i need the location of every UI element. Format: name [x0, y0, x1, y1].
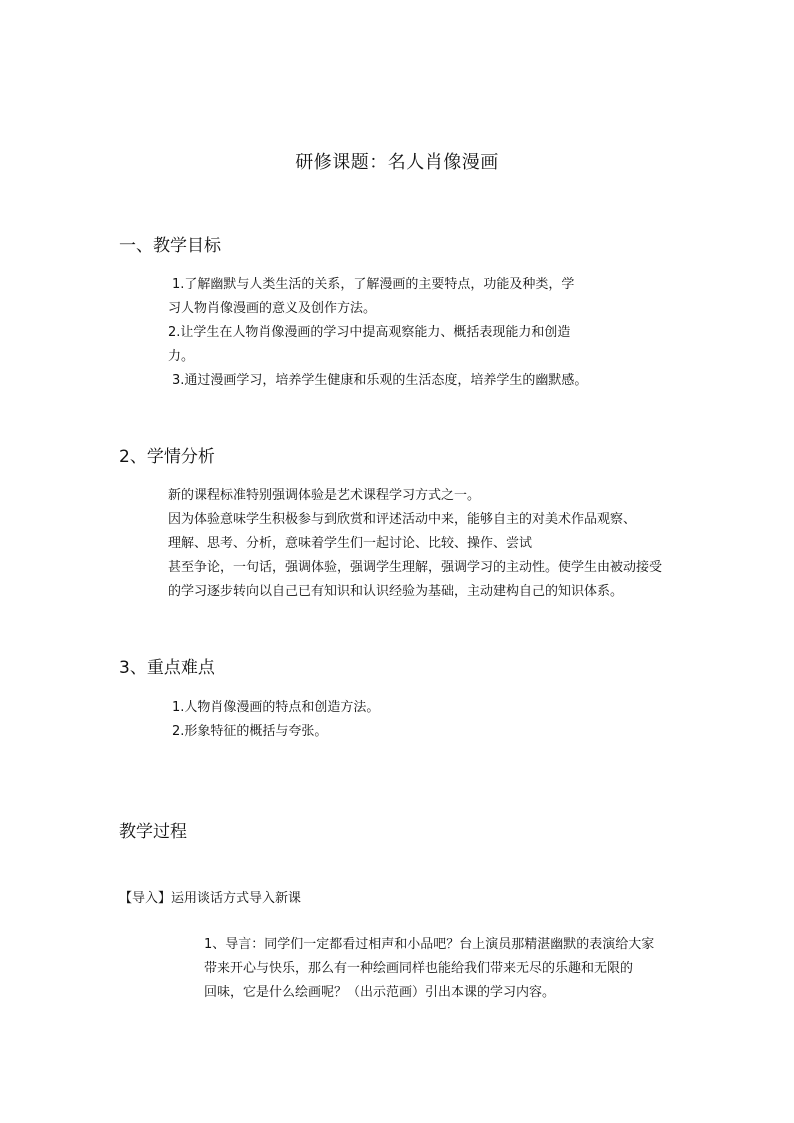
section-heading-process: 教学过程 — [119, 822, 187, 842]
goals-line: 3.通过漫画学习，培养学生健康和乐观的生活态度，培养学生的幽默感。 — [172, 373, 588, 388]
section-heading-keypoints: 3、重点难点 — [119, 658, 215, 678]
section-heading-goals: 一、教学目标 — [119, 236, 221, 256]
process-intro: 【导入】运用谈话方式导入新课 — [119, 891, 302, 906]
analysis-line: 理解、思考、分析，意味着学生们一起讨论、比较、操作、尝试 — [168, 536, 533, 551]
goals-line: 1.了解幽默与人类生活的关系，了解漫画的主要特点，功能及种类，学 — [172, 277, 575, 292]
analysis-line: 新的课程标准特别强调体验是艺术课程学习方式之一。 — [168, 488, 481, 503]
keypoints-line: 1.人物肖像漫画的特点和创造方法。 — [172, 700, 380, 715]
goals-line: 习人物肖像漫画的意义及创作方法。 — [168, 301, 377, 316]
page-title: 研修课题：名人肖像漫画 — [295, 152, 499, 173]
keypoints-line: 2.形象特征的概括与夸张。 — [172, 724, 328, 739]
process-line: 1、导言：同学们一定都看过相声和小品吧？台上演员那精湛幽默的表演给大家 — [204, 937, 655, 952]
section-heading-analysis: 2、学情分析 — [119, 447, 215, 467]
analysis-line: 的学习逐步转向以自己已有知识和认识经验为基础，主动建构自己的知识体系。 — [168, 584, 624, 599]
goals-line: 力。 — [168, 349, 195, 364]
process-line: 回味，它是什么绘画呢？（出示范画）引出本课的学习内容。 — [204, 985, 556, 1000]
analysis-line: 甚至争论，一句话，强调体验，强调学生理解，强调学习的主动性。使学生由被动接受 — [168, 560, 663, 575]
analysis-line: 因为体验意味学生积极参与到欣赏和评述活动中来，能够自主的对美术作品观察、 — [168, 512, 637, 527]
process-line: 带来开心与快乐，那么有一种绘画同样也能给我们带来无尽的乐趣和无限的 — [204, 961, 634, 976]
goals-line: 2.让学生在人物肖像漫画的学习中提高观察能力、概括表现能力和创造 — [168, 325, 571, 340]
